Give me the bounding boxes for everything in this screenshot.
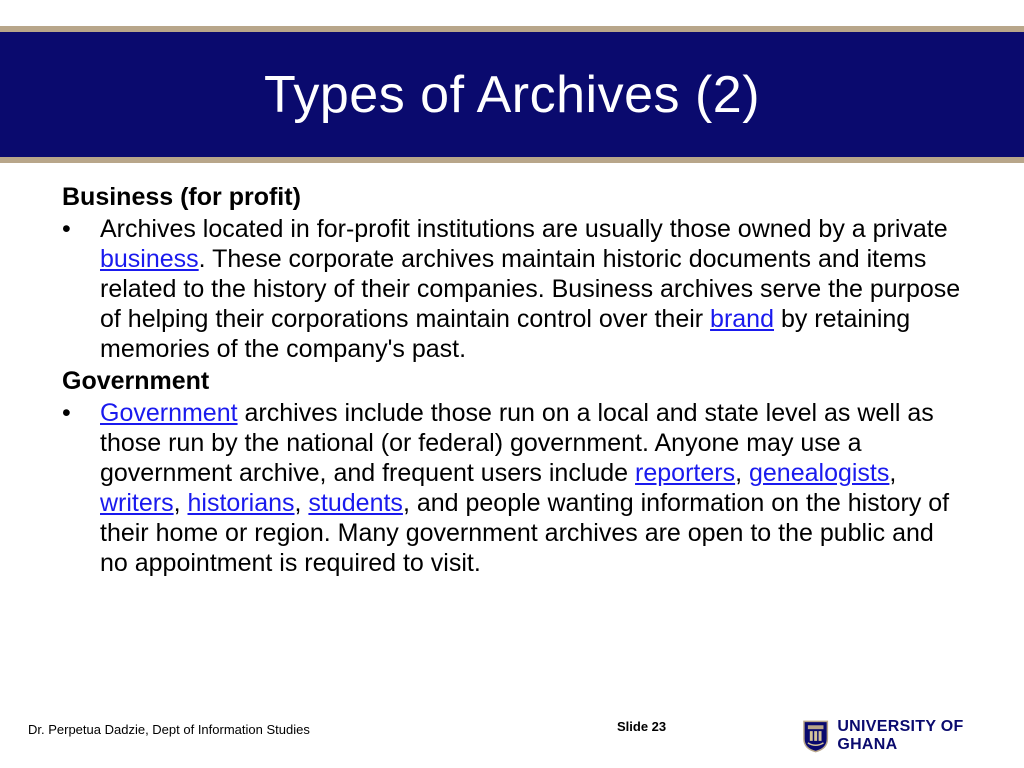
reporters-link[interactable]: reporters	[635, 459, 736, 487]
slide-number: Slide 23	[617, 719, 667, 734]
historians-link[interactable]: historians	[187, 489, 295, 517]
university-name: UNIVERSITY OF GHANA	[837, 718, 964, 753]
slide-content	[62, 180, 962, 580]
separator: ,	[173, 489, 188, 517]
business-bullet	[62, 214, 962, 364]
business-text-3: by retaining memories of the company's past.	[100, 305, 911, 363]
bullet-marker: •	[62, 399, 71, 427]
separator: ,	[294, 489, 309, 517]
government-link[interactable]: Government	[100, 399, 238, 427]
bullet-marker: •	[62, 215, 71, 243]
business-heading: Business (for profit)	[62, 183, 301, 211]
slide-title: Types of Archives (2)	[263, 66, 761, 124]
university-seal-icon	[802, 719, 829, 753]
writers-link[interactable]: writers	[100, 489, 174, 517]
government-text-1: archives include those run on a local and state level as well as those run by the national (or federal) government. Anyone may use a government archive, and frequent users include	[100, 399, 934, 487]
business-text-1: Archives located in for-profit institutions are usually those owned by a private	[100, 215, 948, 243]
university-logo	[802, 718, 1024, 754]
bottom-gold-rule	[0, 157, 1024, 163]
separator: ,	[735, 459, 749, 487]
government-bullet	[62, 398, 962, 578]
students-link[interactable]: students	[308, 489, 403, 517]
business-text-2: . These corporate archives maintain historic documents and items related to the history of their companies. Business archives serve the purpose of helping their corporations maintain control over their	[100, 245, 961, 333]
separator: ,	[889, 459, 897, 487]
government-text-2: , and people wanting information on the history of their home or region. Many government archives are open to the public and no appointment is required to visit.	[100, 489, 950, 577]
brand-link[interactable]: brand	[710, 305, 774, 333]
government-heading: Government	[62, 367, 210, 395]
genealogists-link[interactable]: genealogists	[749, 459, 890, 487]
footer-author: Dr. Perpetua Dadzie, Dept of Information Studies	[28, 722, 310, 737]
business-link[interactable]: business	[100, 245, 199, 273]
